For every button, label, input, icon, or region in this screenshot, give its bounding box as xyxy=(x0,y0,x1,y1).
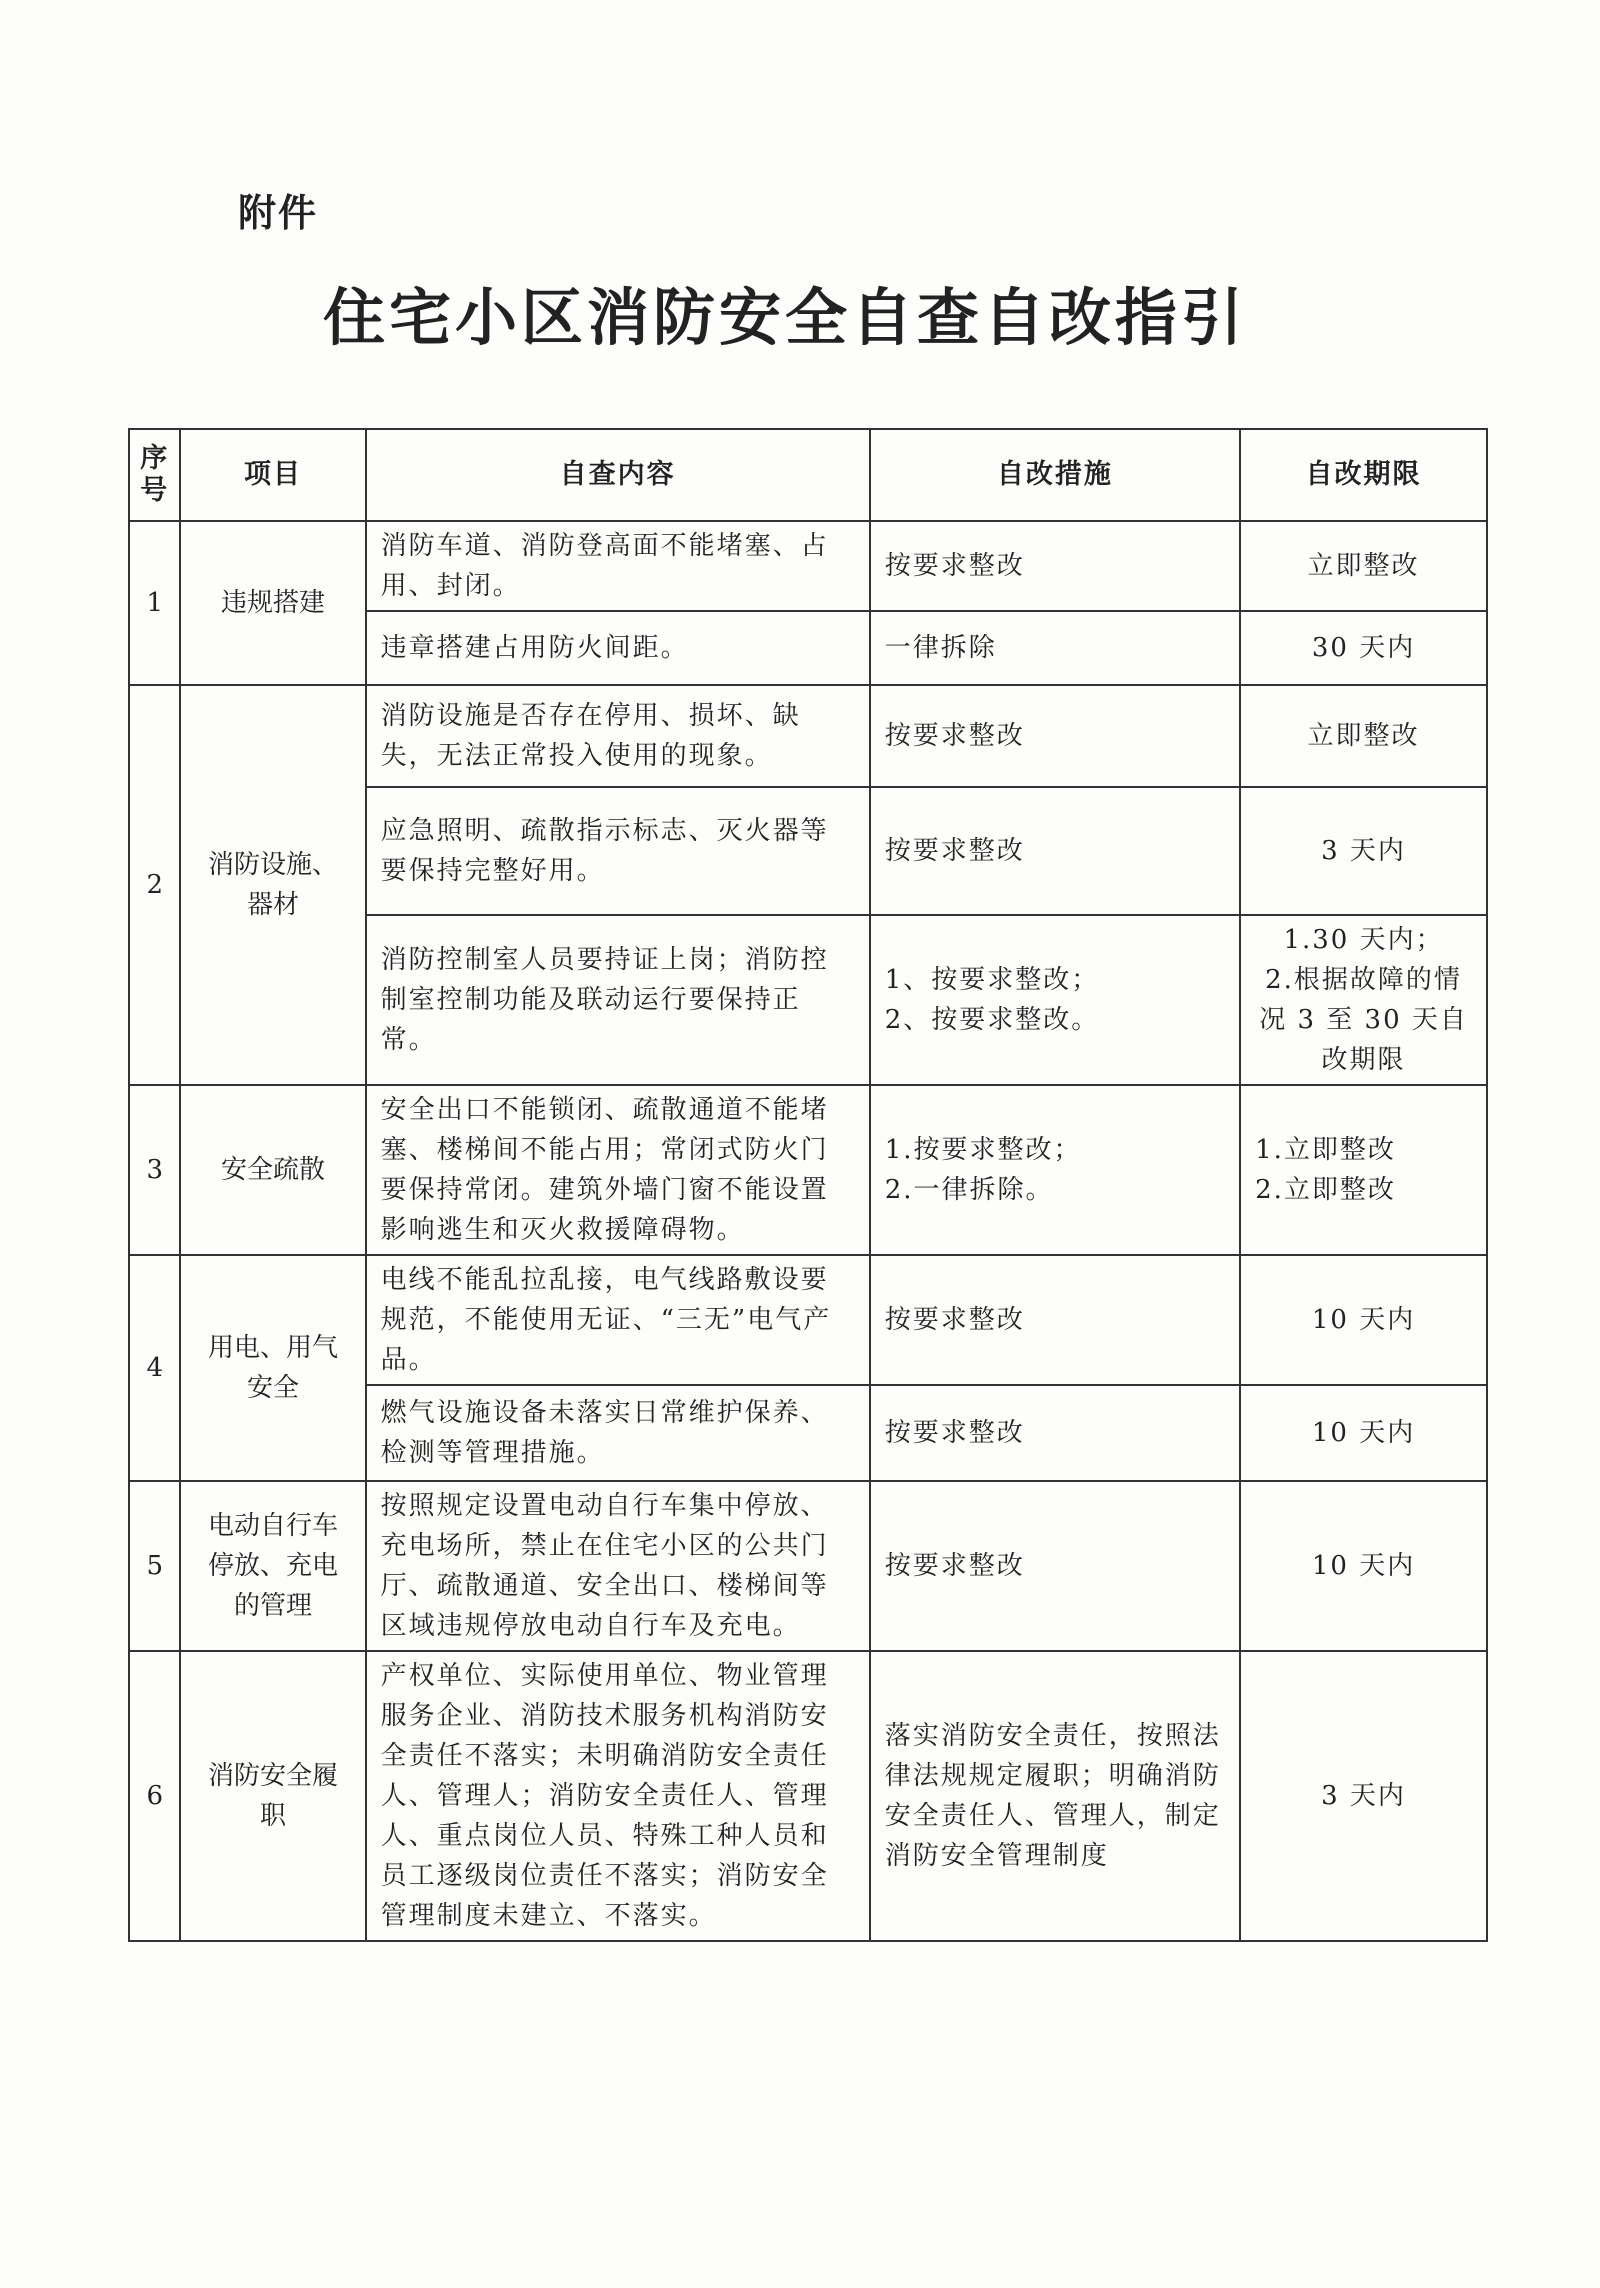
row-measure: 落实消防安全责任，按照法律法规规定履职；明确消防安全责任人、管理人，制定消防安全管理制度 xyxy=(870,1651,1240,1941)
table-row xyxy=(129,1651,1487,1941)
row-limit: 3 天内 xyxy=(1240,787,1487,915)
row-content: 按照规定设置电动自行车集中停放、充电场所，禁止在住宅小区的公共门厅、疏散通道、安全出口、楼梯间等区域违规停放电动自行车及充电。 xyxy=(366,1481,870,1651)
row-measure: 1、按要求整改； 2、按要求整改。 xyxy=(870,915,1240,1085)
page-title: 住宅小区消防安全自查自改指引 xyxy=(322,281,1247,354)
self-check-table xyxy=(128,428,1488,1942)
row-limit: 10 天内 xyxy=(1240,1255,1487,1385)
row-item: 违规搭建 xyxy=(180,521,365,685)
row-item: 电动自行车停放、充电的管理 xyxy=(180,1481,365,1651)
row-no: 1 xyxy=(129,521,180,685)
attachment-label: 附件 xyxy=(238,191,319,235)
row-limit: 1.立即整改 2.立即整改 xyxy=(1240,1085,1487,1255)
row-measure: 按要求整改 xyxy=(870,1481,1240,1651)
col-header-limit: 自改期限 xyxy=(1240,429,1487,521)
col-header-measure: 自改措施 xyxy=(870,429,1240,521)
row-content: 消防设施是否存在停用、损坏、缺失，无法正常投入使用的现象。 xyxy=(366,685,870,787)
row-content: 消防控制室人员要持证上岗；消防控制室控制功能及联动运行要保持正常。 xyxy=(366,915,870,1085)
table-row xyxy=(129,685,1487,787)
row-content: 消防车道、消防登高面不能堵塞、占用、封闭。 xyxy=(366,521,870,611)
row-limit: 10 天内 xyxy=(1240,1385,1487,1481)
table-row xyxy=(129,521,1487,611)
row-content: 电线不能乱拉乱接，电气线路敷设要规范，不能使用无证、“三无”电气产品。 xyxy=(366,1255,870,1385)
row-item: 安全疏散 xyxy=(180,1085,365,1255)
row-no: 5 xyxy=(129,1481,180,1651)
table-row xyxy=(129,1481,1487,1651)
row-measure: 按要求整改 xyxy=(870,787,1240,915)
row-limit: 3 天内 xyxy=(1240,1651,1487,1941)
row-no: 4 xyxy=(129,1255,180,1481)
row-limit: 立即整改 xyxy=(1240,521,1487,611)
row-measure: 1.按要求整改； 2.一律拆除。 xyxy=(870,1085,1240,1255)
table-row xyxy=(129,1085,1487,1255)
col-header-content: 自查内容 xyxy=(366,429,870,521)
row-measure: 按要求整改 xyxy=(870,1385,1240,1481)
row-content: 产权单位、实际使用单位、物业管理服务企业、消防技术服务机构消防安全责任不落实；未明确消防安全责任人、管理人；消防安全责任人、管理人、重点岗位人员、特殊工种人员和员工逐级岗位责任不落实；消防安全管理制度未建立、不落实。 xyxy=(366,1651,870,1941)
row-no: 3 xyxy=(129,1085,180,1255)
row-content: 安全出口不能锁闭、疏散通道不能堵塞、楼梯间不能占用；常闭式防火门要保持常闭。建筑外墙门窗不能设置影响逃生和灭火救援障碍物。 xyxy=(366,1085,870,1255)
row-limit: 30 天内 xyxy=(1240,611,1487,685)
row-measure: 一律拆除 xyxy=(870,611,1240,685)
row-item: 用电、用气安全 xyxy=(180,1255,365,1481)
row-limit: 立即整改 xyxy=(1240,685,1487,787)
table-row xyxy=(129,1255,1487,1385)
row-content: 燃气设施设备未落实日常维护保养、检测等管理措施。 xyxy=(366,1385,870,1481)
row-no: 2 xyxy=(129,685,180,1085)
row-content: 应急照明、疏散指示标志、灭火器等要保持完整好用。 xyxy=(366,787,870,915)
row-limit: 10 天内 xyxy=(1240,1481,1487,1651)
row-no: 6 xyxy=(129,1651,180,1941)
row-measure: 按要求整改 xyxy=(870,685,1240,787)
table-header-row xyxy=(129,429,1487,521)
row-content: 违章搭建占用防火间距。 xyxy=(366,611,870,685)
col-header-no: 序号 xyxy=(129,429,180,521)
col-header-item: 项目 xyxy=(180,429,365,521)
row-measure: 按要求整改 xyxy=(870,521,1240,611)
row-item: 消防设施、器材 xyxy=(180,685,365,1085)
row-limit: 1.30 天内； 2.根据故障的情况 3 至 30 天自改期限 xyxy=(1240,915,1487,1085)
row-item: 消防安全履职 xyxy=(180,1651,365,1941)
row-measure: 按要求整改 xyxy=(870,1255,1240,1385)
